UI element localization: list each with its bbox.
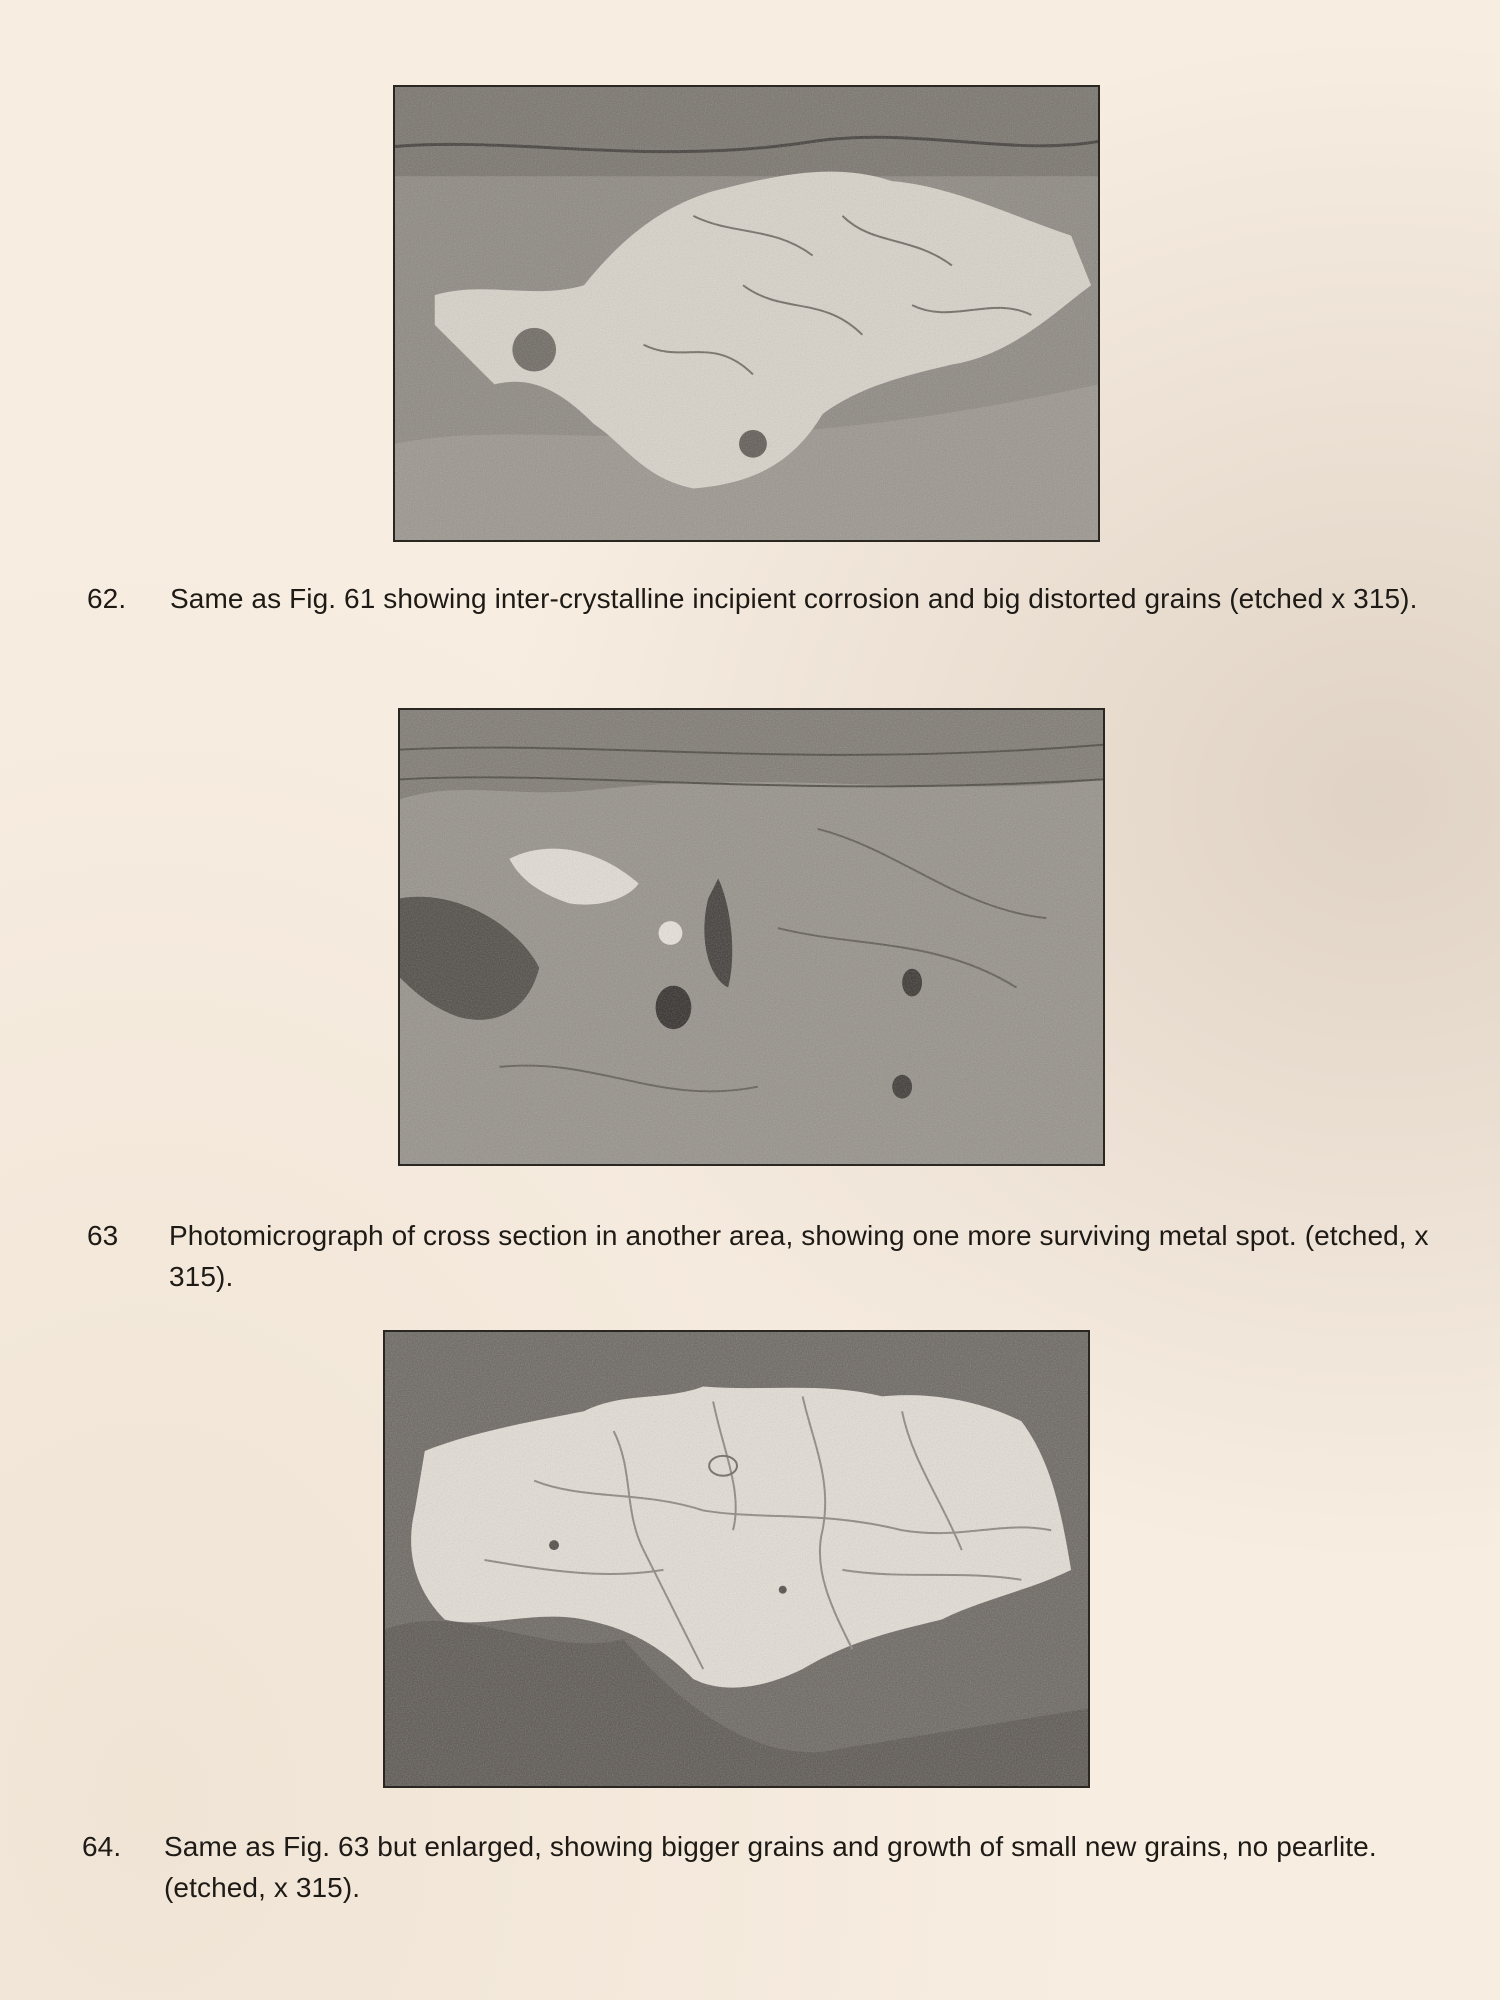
figure-63-photomicrograph	[398, 708, 1105, 1166]
figure-62-number: 62.	[87, 583, 127, 614]
figure-62-photomicrograph	[393, 85, 1100, 542]
figure-64-image	[385, 1332, 1088, 1786]
figure-64-photomicrograph	[383, 1330, 1090, 1788]
figure-63-number: 63	[87, 1220, 119, 1251]
figure-62-caption	[87, 578, 1467, 668]
figure-63-caption	[87, 1215, 1467, 1305]
figure-64-number: 64.	[82, 1831, 122, 1862]
figure-64-caption	[82, 1826, 1462, 1916]
figure-62-caption-text: Same as Fig. 61 showing inter-crystalline incipient corrosion and big distorted grains (etched x 315).	[170, 583, 1418, 614]
figure-63-image	[400, 710, 1103, 1164]
figure-63-caption-text: Photomicrograph of cross section in another area, showing one more surviving metal spot. (etched, x 315).	[169, 1220, 1429, 1292]
figure-64-caption-text: Same as Fig. 63 but enlarged, showing bigger grains and growth of small new grains, no pearlite. (etched, x 315).	[164, 1831, 1377, 1903]
figure-62-image	[395, 87, 1098, 540]
